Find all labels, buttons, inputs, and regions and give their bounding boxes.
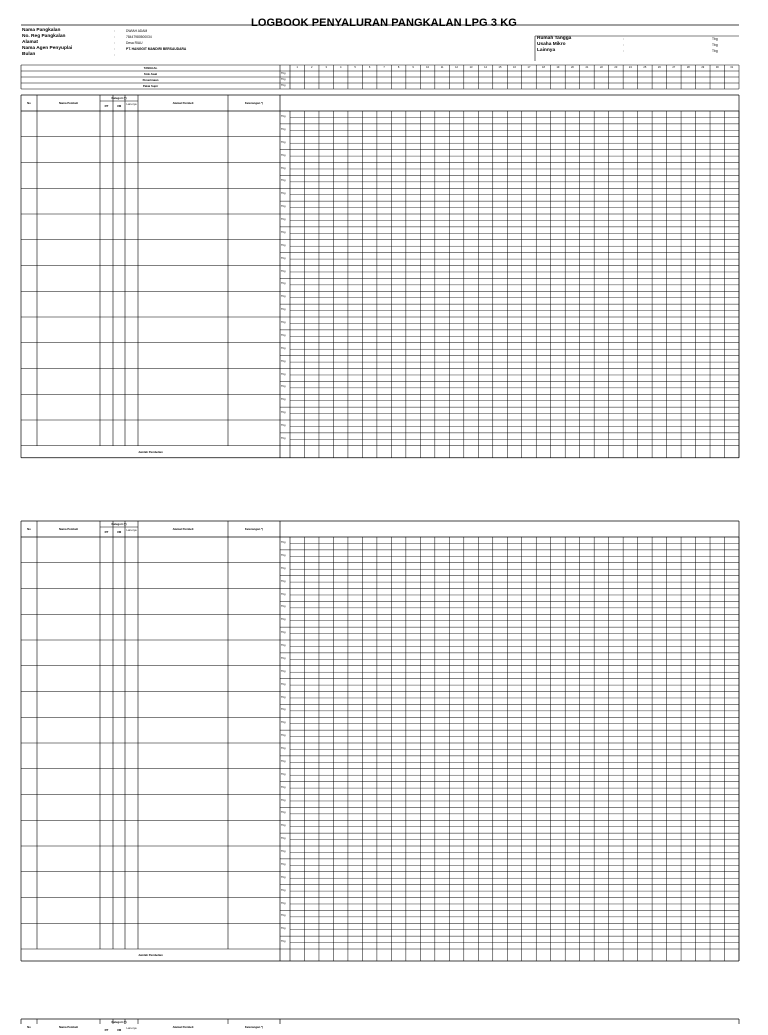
row-unit-label: Tbg [281, 321, 286, 324]
row-unit-label: Tbg [281, 837, 286, 841]
row-unit-label: Tbg [281, 256, 286, 260]
day-number: 1 [296, 66, 298, 69]
info-label: Alamat [22, 40, 38, 45]
category-unit: Tbg [712, 43, 718, 47]
day-number: 21 [585, 66, 589, 69]
header-um: UM [116, 1028, 122, 1032]
day-number: 7 [383, 66, 385, 69]
category-unit: Tbg [712, 49, 718, 53]
row-unit-label: Tbg [281, 140, 286, 144]
header-rt: RT [104, 530, 109, 534]
header-no: No [27, 527, 31, 531]
row-unit-label: Tbg [281, 850, 286, 853]
category-separator: : [623, 37, 624, 41]
header-nama-pembeli: Nama Pembeli [58, 101, 79, 105]
row-unit-label: Tbg [281, 605, 286, 609]
row-unit-label: Tbg [281, 372, 286, 376]
row-unit-label: Tbg [281, 541, 286, 544]
row-unit-label: Tbg [281, 785, 286, 789]
row-unit-label: Tbg [281, 385, 286, 389]
row-unit-label: Tbg [281, 644, 286, 647]
row-unit-label: Tbg [281, 282, 286, 286]
row-unit-label: Tbg [281, 901, 286, 905]
summary-unit: Tbg [281, 72, 286, 75]
day-number: 27 [672, 66, 676, 69]
row-unit-label: Tbg [281, 230, 286, 234]
row-unit-label: Tbg [281, 669, 286, 673]
day-number: 20 [570, 66, 574, 69]
day-number: 8 [397, 66, 400, 69]
day-number: 18 [542, 66, 545, 69]
header-nama-pembeli: Nama Pembeli [58, 527, 79, 531]
info-separator: : [114, 35, 115, 39]
info-label: Bulan [22, 52, 36, 57]
row-unit-label: Tbg [281, 875, 286, 879]
row-unit-label: Tbg [281, 553, 286, 557]
row-unit-label: Tbg [281, 179, 286, 183]
row-unit-label: Tbg [281, 708, 286, 712]
day-number: 29 [701, 66, 705, 69]
row-unit-label: Tbg [281, 166, 286, 170]
row-unit-label: Tbg [281, 218, 286, 221]
day-number: 13 [469, 66, 473, 69]
category-label: Rumah Tangga [537, 36, 572, 41]
day-number: 3 [325, 66, 327, 69]
row-unit-label: Tbg [281, 862, 286, 866]
info-separator: : [114, 47, 115, 51]
row-unit-label: Tbg [281, 205, 286, 209]
day-number: 28 [686, 66, 690, 69]
row-unit-label: Tbg [281, 243, 286, 247]
header-keterangan: Keterangan *) [244, 101, 264, 105]
header-keterangan: Keterangan *) [244, 527, 264, 531]
summary-row-label: Stok Awal [143, 72, 158, 76]
day-number: 16 [513, 66, 516, 69]
row-unit-label: Tbg [281, 592, 286, 596]
day-number: 23 [614, 66, 618, 69]
info-value: PT. HANGGIT MANDIRI BERSAUDARA [126, 47, 187, 51]
info-separator: : [114, 53, 115, 57]
row-unit-label: Tbg [281, 411, 286, 415]
header-kategori: Kategori (*) [111, 522, 127, 526]
category-label: Lainnya [537, 48, 556, 53]
row-unit-label: Tbg [281, 269, 286, 273]
info-label: Nama Agen Penyuplai [22, 46, 73, 51]
day-number: 24 [628, 66, 632, 69]
category-separator: : [623, 43, 624, 47]
row-unit-label: Tbg [281, 888, 286, 892]
day-number: 14 [484, 66, 487, 69]
row-unit-label: Tbg [281, 192, 286, 196]
day-number: 15 [498, 66, 502, 69]
header-keterangan: Keterangan *) [244, 1025, 264, 1029]
day-number: 11 [440, 66, 444, 69]
header-um: UM [116, 530, 122, 534]
info-label: Nama Pangkalan [22, 28, 61, 33]
header-kategori: Kategori (*) [111, 1020, 127, 1024]
row-unit-label: Tbg [281, 811, 286, 815]
summary-row-label: Penerimaan [142, 78, 159, 82]
day-number: 19 [556, 66, 560, 69]
category-separator: : [623, 49, 624, 53]
day-number: 25 [643, 66, 647, 69]
header-no: No [27, 101, 31, 105]
row-unit-label: Tbg [281, 579, 286, 583]
day-number: 12 [455, 66, 458, 69]
day-number: 10 [426, 66, 430, 69]
header-lainnya: Lain-nya [126, 529, 137, 532]
row-unit-label: Tbg [281, 618, 286, 622]
row-unit-label: Tbg [281, 747, 286, 750]
day-number: 22 [599, 66, 603, 69]
row-unit-label: Tbg [281, 759, 286, 763]
category-label: Usaha Mikro [537, 42, 566, 47]
header-rt: RT [104, 1028, 109, 1032]
header-rt: RT [104, 104, 109, 108]
row-unit-label: Tbg [281, 682, 286, 686]
row-unit-label: Tbg [281, 295, 286, 299]
category-unit: Tbg [712, 37, 718, 41]
row-unit-label: Tbg [281, 631, 286, 635]
header-nama-pembeli: Nama Pembeli [58, 1025, 79, 1029]
info-separator: : [114, 29, 115, 33]
row-unit-label: Tbg [281, 398, 286, 402]
row-unit-label: Tbg [281, 333, 286, 337]
row-unit-label: Tbg [281, 721, 286, 725]
info-value: 78447980500034 [126, 35, 152, 39]
header-lainnya: Lain-nya [126, 1027, 137, 1030]
row-unit-label: Tbg [281, 798, 286, 802]
summary-row-label: TANGGAL [143, 66, 158, 70]
day-number: 4 [339, 66, 342, 69]
day-number: 9 [412, 66, 414, 69]
row-unit-label: Tbg [281, 359, 286, 363]
footer-jumlah-pembelian: Jumlah Pembelian [138, 953, 163, 957]
day-number: 2 [310, 66, 313, 69]
header-kategori: Kategori (*) [111, 96, 127, 100]
header-um: UM [116, 104, 122, 108]
row-unit-label: Tbg [281, 772, 286, 776]
row-unit-label: Tbg [281, 927, 286, 931]
row-unit-label: Tbg [281, 656, 286, 660]
summary-unit: Tbg [281, 84, 286, 87]
day-number: 31 [730, 66, 734, 69]
row-unit-label: Tbg [281, 436, 286, 440]
row-unit-label: Tbg [281, 824, 286, 828]
row-unit-label: Tbg [281, 127, 286, 131]
row-unit-label: Tbg [281, 346, 286, 350]
row-unit-label: Tbg [281, 153, 286, 157]
row-unit-label: Tbg [281, 734, 286, 738]
row-unit-label: Tbg [281, 914, 286, 918]
info-value: DWIAH ADAM [126, 29, 148, 33]
header-alamat-pembeli: Alamat Pembeli [172, 527, 194, 531]
info-value: Desa RIAU [126, 41, 143, 45]
summary-row-label: Pakai Supir [142, 84, 159, 88]
row-unit-label: Tbg [281, 566, 286, 570]
info-label: No. Reg Pangkalan [22, 34, 66, 39]
header-alamat-pembeli: Alamat Pembeli [172, 101, 194, 105]
summary-unit: Tbg [281, 78, 286, 81]
day-number: 30 [715, 66, 719, 69]
row-unit-label: Tbg [281, 115, 286, 118]
footer-jumlah-pembelian: Jumlah Pembelian [138, 449, 163, 454]
row-unit-label: Tbg [281, 308, 286, 312]
day-number: 6 [368, 66, 371, 69]
header-lainnya: Lain-nya [126, 103, 137, 106]
document-title: LOGBOOK PENYALURAN PANGKALAN LPG 3 KG [251, 17, 517, 29]
header-alamat-pembeli: Alamat Pembeli [172, 1025, 194, 1029]
row-unit-label: Tbg [281, 940, 286, 944]
day-number: 5 [354, 66, 356, 69]
row-unit-label: Tbg [281, 695, 286, 699]
row-unit-label: Tbg [281, 424, 286, 427]
info-separator: : [114, 41, 115, 45]
day-number: 17 [527, 66, 531, 69]
header-no: No [27, 1025, 31, 1029]
day-number: 26 [657, 66, 661, 69]
